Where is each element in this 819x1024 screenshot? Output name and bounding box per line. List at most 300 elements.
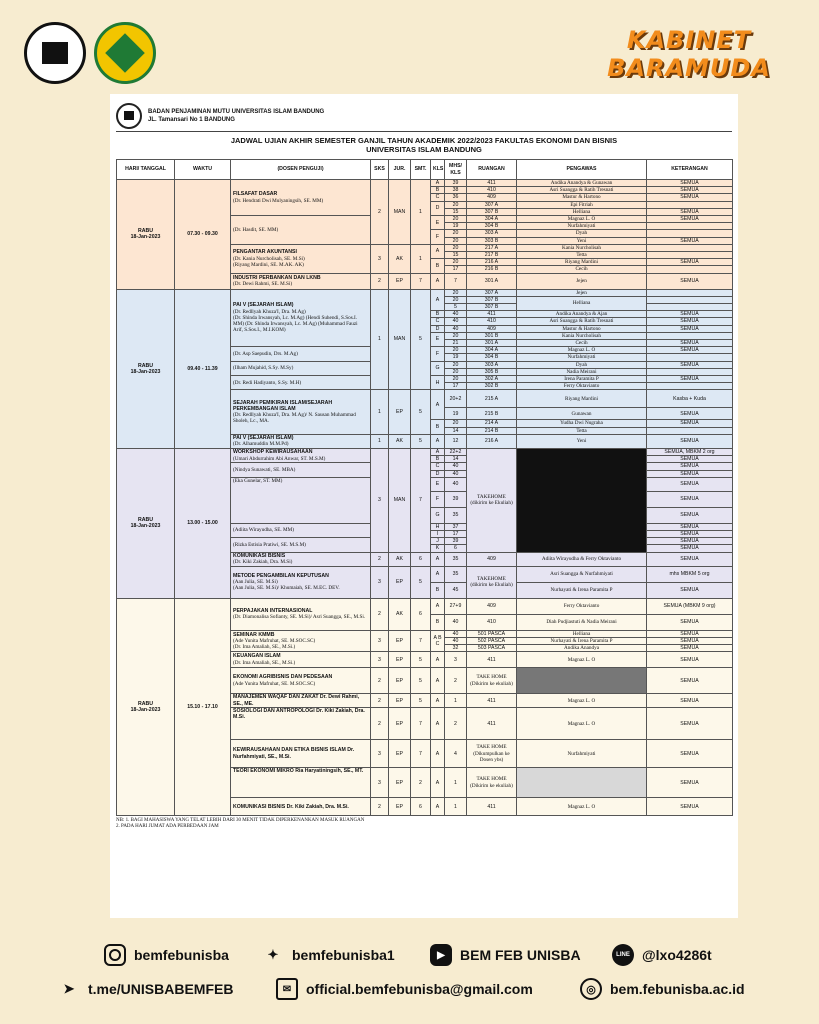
table-cell: 1 bbox=[445, 694, 467, 708]
table-cell: SEMUA bbox=[647, 325, 733, 332]
twitter-icon: ✦ bbox=[267, 947, 279, 962]
table-cell: 27+9 bbox=[445, 598, 467, 614]
table-cell: SEMUA (MBKM 9 org) bbox=[647, 598, 733, 614]
table-cell: SEMUA bbox=[647, 768, 733, 798]
table-cell: SEMUA bbox=[647, 614, 733, 630]
table-cell bbox=[647, 252, 733, 259]
table-row: RABU 18-Jan-2023 15.10 - 17.10 PERPAJAKAN INTERNASIONAL (Dr. Diamonalisa Sofianty, SE. M.Si)/ Asri Suangga, SE., M.Si. 2 AK 6 A 27+9 409 Ferry Oktavianto SEMUA (MBKM 9 org) bbox=[117, 598, 733, 614]
table-cell bbox=[647, 223, 733, 230]
table-cell: SEMUA bbox=[647, 180, 733, 187]
table-cell: SEMUA bbox=[647, 194, 733, 201]
table-cell: Magnaz L. O bbox=[517, 708, 647, 740]
table-row: MANAJEMEN WAQAF DAN ZAKAT Dr. Dewi Rahmi, SE., ME. 2 EP 5 A 1 411 Magnaz L. O SEMUA bbox=[117, 694, 733, 708]
table-cell: Mastur & Hartono bbox=[517, 194, 647, 201]
table-cell: EP bbox=[389, 740, 411, 768]
table-row: TEORI EKONOMI MIKRO Ria Haryatiningsih, SE., MT. 3 EP 2 A 1 TAKE HOME (Dikirim ke ekuliah) SEMUA bbox=[117, 768, 733, 798]
session-day: RABU 18-Jan-2023 bbox=[117, 180, 175, 290]
table-cell: Kasba + Kuda bbox=[647, 390, 733, 408]
redacted-block bbox=[517, 668, 647, 694]
table-cell: SEMUA bbox=[647, 470, 733, 477]
table-cell: 302 A bbox=[467, 376, 517, 383]
table-cell: B bbox=[431, 420, 445, 434]
table-cell: C bbox=[431, 318, 445, 325]
table-cell: 307 A bbox=[467, 201, 517, 208]
table-cell: 7 bbox=[445, 273, 467, 289]
table-cell: SEMUA bbox=[647, 694, 733, 708]
table-cell: 20 bbox=[445, 376, 467, 383]
table-cell: SEMUA bbox=[647, 798, 733, 816]
schedule-table bbox=[116, 159, 733, 816]
table-cell: E bbox=[431, 477, 445, 491]
table-cell: 7 bbox=[411, 708, 431, 740]
table-cell: SEMUA bbox=[647, 507, 733, 523]
session-time: 07.30 - 09.30 bbox=[175, 180, 231, 290]
table-row: KEWIRAUSAHAAN DAN ETIKA BISNIS ISLAM Dr. Nurfahmiyati, SE., M.Si. 3 EP 7 A 4 TAKE HOME (Dikumpulkan ke Dosen ybs) Nurfahmiyati SEMUA bbox=[117, 740, 733, 768]
table-cell: A bbox=[431, 708, 445, 740]
table-cell: SEMUA bbox=[647, 582, 733, 598]
table-cell: SEMUA bbox=[647, 523, 733, 530]
table-cell bbox=[647, 354, 733, 361]
table-cell: 217 B bbox=[467, 252, 517, 259]
table-header-row: HARI/ TANGGAL WAKTU (DOSEN PENGUJI) SKS JUR. SMT. KLS MHS/ KLS RUANGAN PENGAWAS KETERANGAN bbox=[117, 160, 733, 180]
table-cell: A bbox=[431, 434, 445, 448]
table-cell: 5 bbox=[411, 566, 431, 598]
table-cell: 6 bbox=[411, 552, 431, 566]
table-cell: 20 bbox=[445, 289, 467, 296]
table-cell: 35 bbox=[445, 552, 467, 566]
table-cell: EP bbox=[389, 708, 411, 740]
table-cell: 411 bbox=[467, 694, 517, 708]
table-cell bbox=[647, 368, 733, 375]
table-cell: 2 bbox=[371, 273, 389, 289]
table-cell: A bbox=[431, 798, 445, 816]
table-cell: AK bbox=[389, 598, 411, 630]
table-row: INDUSTRI PERBANKAN DAN LKNB (Dr. Dewi Rahmi, SE. M.Si) 2 EP 7 A 7 301 A Jejen SEMUA bbox=[117, 273, 733, 289]
table-cell bbox=[647, 289, 733, 296]
email-link[interactable]: ✉ official.bemfebunisba@gmail.com bbox=[276, 978, 533, 1000]
table-cell: SEMUA bbox=[647, 538, 733, 545]
table-cell: 12 bbox=[445, 434, 467, 448]
table-cell: B bbox=[431, 187, 445, 194]
table-cell: 411 bbox=[467, 180, 517, 187]
table-cell: 39 bbox=[445, 491, 467, 507]
table-cell: 3 bbox=[371, 652, 389, 668]
table-cell: 2 bbox=[411, 768, 431, 798]
table-cell: Adiita Wirayudha & Ferry Oktavianto bbox=[517, 552, 647, 566]
table-cell: Nurhayati & Irena Paramita P bbox=[517, 637, 647, 644]
instagram-link[interactable]: bemfebunisba bbox=[104, 944, 229, 966]
table-cell: G bbox=[431, 507, 445, 523]
table-cell: 2 bbox=[371, 598, 389, 630]
table-cell: A bbox=[431, 566, 445, 582]
table-cell: SEMUA bbox=[647, 552, 733, 566]
bem-logo bbox=[94, 22, 156, 84]
table-cell: SEMUA bbox=[647, 630, 733, 637]
table-cell: 214 B bbox=[467, 427, 517, 434]
table-cell: Magnaz L. O bbox=[517, 216, 647, 223]
table-cell: 215 B bbox=[467, 408, 517, 420]
table-cell: 307 A bbox=[467, 289, 517, 296]
table-cell: Yeni bbox=[517, 434, 647, 448]
table-cell: Magnaz L. O bbox=[517, 798, 647, 816]
table-cell: Kania Nurcholisah bbox=[517, 332, 647, 339]
table-cell: (Dr. Asp Saepudin, Drs. M.Ag) bbox=[231, 347, 371, 361]
table-row: KOMUNIKASI BISNIS (Dr. Kiki Zakiah, Dra. M.Si) 2 AK 6 A 35 409 Adiita Wirayudha & Ferry Oktavianto SEMUA bbox=[117, 552, 733, 566]
table-cell: SEMUA bbox=[647, 434, 733, 448]
unisba-logo bbox=[24, 22, 86, 84]
table-cell: 410 bbox=[467, 614, 517, 630]
table-cell bbox=[647, 304, 733, 311]
table-cell: 2 bbox=[445, 708, 467, 740]
table-cell: A bbox=[431, 694, 445, 708]
table-cell: 301 A bbox=[467, 273, 517, 289]
table-cell: Asri Suangga & Nurfahmiyati bbox=[517, 566, 647, 582]
line-link[interactable]: LINE @lxo4286t bbox=[612, 944, 712, 966]
table-cell: 6 bbox=[411, 798, 431, 816]
table-cell: 214 A bbox=[467, 420, 517, 427]
table-cell: Nadia Meirani bbox=[517, 368, 647, 375]
table-cell: SEMUA bbox=[647, 463, 733, 470]
table-cell: 45 bbox=[445, 582, 467, 598]
table-cell: 20 bbox=[445, 420, 467, 427]
table-cell: Magnaz L. O bbox=[517, 694, 647, 708]
table-cell: 5 bbox=[411, 694, 431, 708]
table-cell bbox=[647, 244, 733, 251]
table-cell: Jejen bbox=[517, 273, 647, 289]
table-cell: E bbox=[431, 332, 445, 346]
table-cell: 411 bbox=[467, 652, 517, 668]
table-cell: 20 bbox=[445, 201, 467, 208]
table-cell: A bbox=[431, 740, 445, 768]
table-row: RABU 18-Jan-2023 07.30 - 09.30 FILSAFAT DASAR (Dr. Hendrati Dwi Mulyaningsih, SE. MM) 2 MAN 1 A 39 411 Andika Anandya & Gunawan SEMUA bbox=[117, 180, 733, 187]
table-cell: A bbox=[431, 390, 445, 420]
table-cell: I bbox=[431, 530, 445, 537]
table-cell: 17 bbox=[445, 530, 467, 537]
table-cell: Yeni bbox=[517, 237, 647, 244]
table-cell: SEMUA bbox=[647, 311, 733, 318]
table-cell: Andika Anandya bbox=[517, 644, 647, 651]
table-cell: 3 bbox=[371, 740, 389, 768]
table-cell: 20+2 bbox=[445, 390, 467, 408]
table-cell: SEMUA bbox=[647, 376, 733, 383]
brand-title: KABINET BARAMUDA bbox=[607, 26, 771, 82]
table-cell: 1 bbox=[371, 390, 389, 434]
table-row: PENGANTAR AKUNTANSI (Dr. Kania Nurcholisah, SE. M.Si) (Riyang Mardini, SE. M.AK. AK) 3 AK 1 A 20 217 A Kania Nurcholisah bbox=[117, 244, 733, 251]
table-cell: 216 A bbox=[467, 259, 517, 266]
table-cell: EP bbox=[389, 566, 411, 598]
table-cell: AK bbox=[389, 244, 411, 273]
table-cell: MAN bbox=[389, 289, 411, 390]
table-cell: 3 bbox=[445, 652, 467, 668]
table-cell: 15 bbox=[445, 208, 467, 215]
table-cell: 7 bbox=[411, 448, 431, 552]
table-cell: MAN bbox=[389, 180, 411, 245]
schedule-document bbox=[110, 94, 738, 918]
instagram-icon bbox=[104, 944, 126, 966]
table-cell: 305 B bbox=[467, 368, 517, 375]
table-cell: 40 bbox=[445, 614, 467, 630]
session-day: RABU 18-Jan-2023 bbox=[117, 448, 175, 598]
table-cell: SEMUA bbox=[647, 456, 733, 463]
session-time: 09.40 - 11.39 bbox=[175, 289, 231, 448]
table-cell bbox=[647, 266, 733, 273]
table-cell: Dyah bbox=[517, 230, 647, 237]
table-cell: SEMUA bbox=[647, 420, 733, 427]
table-cell bbox=[647, 296, 733, 303]
table-cell: 3 bbox=[371, 566, 389, 598]
table-cell: 4 bbox=[445, 740, 467, 768]
table-cell: 20 bbox=[445, 244, 467, 251]
table-cell: 307 B bbox=[467, 296, 517, 303]
table-cell: 409 bbox=[467, 598, 517, 614]
table-cell: 20 bbox=[445, 216, 467, 223]
table-cell: Dyah bbox=[517, 361, 647, 368]
table-cell: EP bbox=[389, 798, 411, 816]
table-cell: A bbox=[431, 244, 445, 258]
table-cell: 410 bbox=[467, 187, 517, 194]
table-cell: 409 bbox=[467, 325, 517, 332]
table-cell: SEMUA bbox=[647, 491, 733, 507]
website-link[interactable]: ◎ bem.febunisba.ac.id bbox=[580, 978, 745, 1000]
table-cell: A bbox=[431, 273, 445, 289]
table-cell: 304 B bbox=[467, 354, 517, 361]
table-cell: 35 bbox=[445, 507, 467, 523]
table-cell: Asri Suangga & Ratih Tresnati bbox=[517, 187, 647, 194]
table-cell: EP bbox=[389, 630, 411, 652]
table-cell: Helliana bbox=[517, 630, 647, 637]
table-cell: SEMUA bbox=[647, 477, 733, 491]
table-cell: 20 bbox=[445, 332, 467, 339]
table-cell: 35 bbox=[445, 566, 467, 582]
table-cell: 303 B bbox=[467, 237, 517, 244]
table-cell: SEMUA bbox=[647, 740, 733, 768]
table-cell: F bbox=[431, 491, 445, 507]
table-row: RABU 18-Jan-2023 09.40 - 11.39 PAI V (SEJARAH ISLAM) (Dr. Redllyah Khuza'I, Dra. M.Ag) (Dr. Shinda Irwansyah, Lc. M.Ag) (Hendi Suhendi, S.Sos.I. MM) (Dr. Shinda Irwansyah, Lc. M.Ag) (Muhammad Fauzi Arif, S.Sos.I., M.I.KOM) 1 MAN 5 A 20 307 A Jejen bbox=[117, 289, 733, 296]
table-cell: 409 bbox=[467, 194, 517, 201]
table-cell: Magnaz L. O bbox=[517, 652, 647, 668]
table-cell: Ferry Oktavianto bbox=[517, 598, 647, 614]
table-cell bbox=[647, 383, 733, 390]
table-cell: Irena Paramita P bbox=[517, 376, 647, 383]
table-cell: 6 bbox=[445, 545, 467, 552]
table-cell: 39 bbox=[445, 538, 467, 545]
table-cell: SEMUA bbox=[647, 708, 733, 740]
table-cell: 20 bbox=[445, 296, 467, 303]
document-header bbox=[116, 100, 732, 132]
table-cell: SEMUA bbox=[647, 361, 733, 368]
table-cell: Helliana bbox=[517, 208, 647, 215]
table-cell: SEMUA, MBKM 2 org bbox=[647, 448, 733, 455]
table-cell bbox=[647, 332, 733, 339]
table-cell: D bbox=[431, 325, 445, 332]
table-cell: A bbox=[431, 598, 445, 614]
table-cell: 2 bbox=[371, 694, 389, 708]
table-cell: 217 A bbox=[467, 244, 517, 251]
table-cell: MAN bbox=[389, 448, 411, 552]
table-cell: Helliana bbox=[517, 296, 647, 310]
table-cell: Magnaz L. O bbox=[517, 347, 647, 354]
table-cell: SEMUA bbox=[647, 668, 733, 694]
table-cell: 303 A bbox=[467, 361, 517, 368]
table-cell: 17 bbox=[445, 266, 467, 273]
table-cell: 216 B bbox=[467, 266, 517, 273]
table-cell: SEMUA bbox=[647, 347, 733, 354]
table-cell: 19 bbox=[445, 223, 467, 230]
email-icon: ✉ bbox=[276, 978, 298, 1000]
table-cell: 2 bbox=[371, 668, 389, 694]
table-cell: 3 bbox=[371, 448, 389, 552]
table-cell: (Adiita Wirayudha, SE. MM) bbox=[231, 523, 371, 537]
table-cell: SEMUA bbox=[647, 340, 733, 347]
table-cell: SEMUA bbox=[647, 644, 733, 651]
table-cell: 501 PASCA bbox=[467, 630, 517, 637]
table-cell: 3 bbox=[371, 768, 389, 798]
table-cell: mhs MBKM 5 org bbox=[647, 566, 733, 582]
table-cell: AK bbox=[389, 552, 411, 566]
table-cell: SEMUA bbox=[647, 216, 733, 223]
table-cell: SEMUA bbox=[647, 273, 733, 289]
table-cell: G bbox=[431, 361, 445, 375]
table-cell: 409 bbox=[467, 552, 517, 566]
table-cell: 1 bbox=[371, 289, 389, 390]
table-cell: 411 bbox=[467, 311, 517, 318]
table-cell: 303 A bbox=[467, 230, 517, 237]
table-cell: D bbox=[431, 201, 445, 215]
telegram-link[interactable]: ➤ t.me/UNISBABEMFEB bbox=[58, 978, 233, 1000]
table-cell: SEMUA bbox=[647, 652, 733, 668]
table-cell: EP bbox=[389, 390, 411, 434]
table-cell: A bbox=[431, 768, 445, 798]
table-cell: A bbox=[431, 448, 445, 455]
table-cell: EP bbox=[389, 694, 411, 708]
table-cell: 301 B bbox=[467, 332, 517, 339]
table-cell: EP bbox=[389, 668, 411, 694]
table-cell: TAKE HOME (Dikumpulkan ke Dosen ybs) bbox=[467, 740, 517, 768]
table-cell: 1 bbox=[445, 798, 467, 816]
table-cell: 7 bbox=[411, 630, 431, 652]
table-row: SEJARAH PEMIKIRAN ISLAM/SEJARAH PERKEMBANGAN ISLAM (Dr. Redllyah Khuza'I, Dra. M.Ag)/ N. Sausan Muhammad Sholeh, Lc., MA. 1 EP 5 A 20+2 215 A Riyang Mardini Kasba + Kuda bbox=[117, 390, 733, 408]
globe-icon: ◎ bbox=[580, 978, 602, 1000]
table-cell: C bbox=[431, 463, 445, 470]
table-cell: 1 bbox=[411, 180, 431, 245]
youtube-link[interactable]: ▶ BEM FEB UNISBA bbox=[430, 944, 581, 966]
table-cell: 2 bbox=[371, 552, 389, 566]
table-cell: 304 A bbox=[467, 347, 517, 354]
table-cell: 502 PASCA bbox=[467, 637, 517, 644]
table-cell: 2 bbox=[371, 180, 389, 245]
table-cell: Riyang Mardini bbox=[517, 259, 647, 266]
table-cell: EP bbox=[389, 768, 411, 798]
table-cell: B bbox=[431, 582, 445, 598]
table-cell: C bbox=[431, 194, 445, 201]
table-cell: TAKE HOME (Dikirim ke ekuliah) bbox=[467, 668, 517, 694]
table-row: PAI V (SEJARAH ISLAM) (Dr. Alhamuddin M.M.Pd) 1 AK 5 A 12 216 A Yeni SEMUA bbox=[117, 434, 733, 448]
table-row: RABU 18-Jan-2023 13.00 - 15.00 WORKSHOP KEWIRAUSAHAAN (Umari Abdurrahim Abi Anwar, ST. M.S.M) 3 MAN 7 A 22+2 TAKEHOME (dikirim ke Ekuliah) SEMUA, MBKM 2 org bbox=[117, 448, 733, 455]
table-cell: 17 bbox=[445, 383, 467, 390]
table-cell: 301 A bbox=[467, 340, 517, 347]
table-cell: 307 B bbox=[467, 304, 517, 311]
org-address: JL. Tamansari No 1 BANDUNG bbox=[148, 116, 235, 123]
table-row: EKONOMI AGRIBISNIS DAN PEDESAAN (Ade Yunita Mafruhat, SE. M.SOC.SC) 2 EP 5 A 2 TAKE HOME (Dikirim ke ekuliah) SEMUA bbox=[117, 668, 733, 694]
table-cell: Jejen bbox=[517, 289, 647, 296]
table-cell: 1 bbox=[411, 244, 431, 273]
telegram-icon: ➤ bbox=[63, 981, 75, 996]
table-cell: Gunawan bbox=[517, 408, 647, 420]
table-cell: EP bbox=[389, 652, 411, 668]
table-cell: Mastur & Hartono bbox=[517, 325, 647, 332]
table-cell: 38 bbox=[445, 187, 467, 194]
twitter-link[interactable]: ✦ bemfebunisba1 bbox=[262, 944, 395, 966]
table-cell: 14 bbox=[445, 456, 467, 463]
table-cell: Andika Anandya & Ajan bbox=[517, 311, 647, 318]
table-cell: 40 bbox=[445, 630, 467, 637]
table-cell: Epi Fitriah bbox=[517, 201, 647, 208]
table-cell: 14 bbox=[445, 427, 467, 434]
table-cell: (Dr. Hasdit, SE. MM) bbox=[231, 216, 371, 245]
table-cell: SEMUA bbox=[647, 408, 733, 420]
table-cell: 20 bbox=[445, 347, 467, 354]
table-cell: 22+2 bbox=[445, 448, 467, 455]
table-cell: 2 bbox=[371, 708, 389, 740]
table-cell: SEMUA bbox=[647, 237, 733, 244]
table-cell: 19 bbox=[445, 408, 467, 420]
table-row: SOSIOLOGI DAN ANTROPOLOGI Dr. Kiki Zakiah, Dra. M.Si. 2 EP 7 A 2 411 Magnaz L. O SEMUA bbox=[117, 708, 733, 740]
table-cell: 40 bbox=[445, 318, 467, 325]
table-row: KOMUNIKASI BISNIS Dr. Kiki Zakiah, Dra. M.Si. 2 EP 6 A 1 411 Magnaz L. O SEMUA bbox=[117, 798, 733, 816]
table-cell: Tetta bbox=[517, 427, 647, 434]
table-cell: A bbox=[431, 652, 445, 668]
table-cell: 36 bbox=[445, 194, 467, 201]
university-seal-icon bbox=[116, 103, 142, 129]
table-cell: 39 bbox=[445, 180, 467, 187]
table-cell: H bbox=[431, 376, 445, 390]
table-cell: (Rizka Estisia Pratiwi, SE. M.S.M) bbox=[231, 538, 371, 552]
table-cell: 20 bbox=[445, 368, 467, 375]
redacted-block bbox=[517, 448, 647, 552]
table-cell: 304 A bbox=[467, 216, 517, 223]
table-cell: 40 bbox=[445, 463, 467, 470]
table-cell: 503 PASCA bbox=[467, 644, 517, 651]
table-cell: D bbox=[431, 470, 445, 477]
table-cell: 1 bbox=[445, 768, 467, 798]
table-cell: 302 B bbox=[467, 383, 517, 390]
table-cell: 307 B bbox=[467, 208, 517, 215]
table-cell: Nurfahmiyati bbox=[517, 223, 647, 230]
table-cell: Kania Nurcholisah bbox=[517, 244, 647, 251]
table-cell: 15 bbox=[445, 252, 467, 259]
youtube-icon: ▶ bbox=[430, 944, 452, 966]
table-cell: 3 bbox=[371, 630, 389, 652]
table-cell: 20 bbox=[445, 230, 467, 237]
table-cell: 216 A bbox=[467, 434, 517, 448]
table-cell: 40 bbox=[445, 311, 467, 318]
table-cell: Nurfahmiyati bbox=[517, 354, 647, 361]
table-cell: 5 bbox=[411, 390, 431, 434]
table-cell: Ferry Oktavianto bbox=[517, 383, 647, 390]
table-cell: 19 bbox=[445, 354, 467, 361]
table-cell: 40 bbox=[445, 325, 467, 332]
session-time: 13.00 - 15.00 bbox=[175, 448, 231, 598]
table-cell: 6 bbox=[411, 598, 431, 630]
table-cell: 1 bbox=[371, 434, 389, 448]
table-cell: Tetta bbox=[517, 252, 647, 259]
table-cell: 304 B bbox=[467, 223, 517, 230]
table-cell: 5 bbox=[411, 289, 431, 390]
table-cell: 20 bbox=[445, 237, 467, 244]
document-title: JADWAL UJIAN AKHIR SEMESTER GANJIL TAHUN AKADEMIK 2022/2023 FAKULTAS EKONOMI DAN BISNIS UNIVERSITAS ISLAM BANDUNG bbox=[230, 136, 618, 154]
table-cell: Riyang Mardini bbox=[517, 390, 647, 408]
table-cell bbox=[647, 201, 733, 208]
